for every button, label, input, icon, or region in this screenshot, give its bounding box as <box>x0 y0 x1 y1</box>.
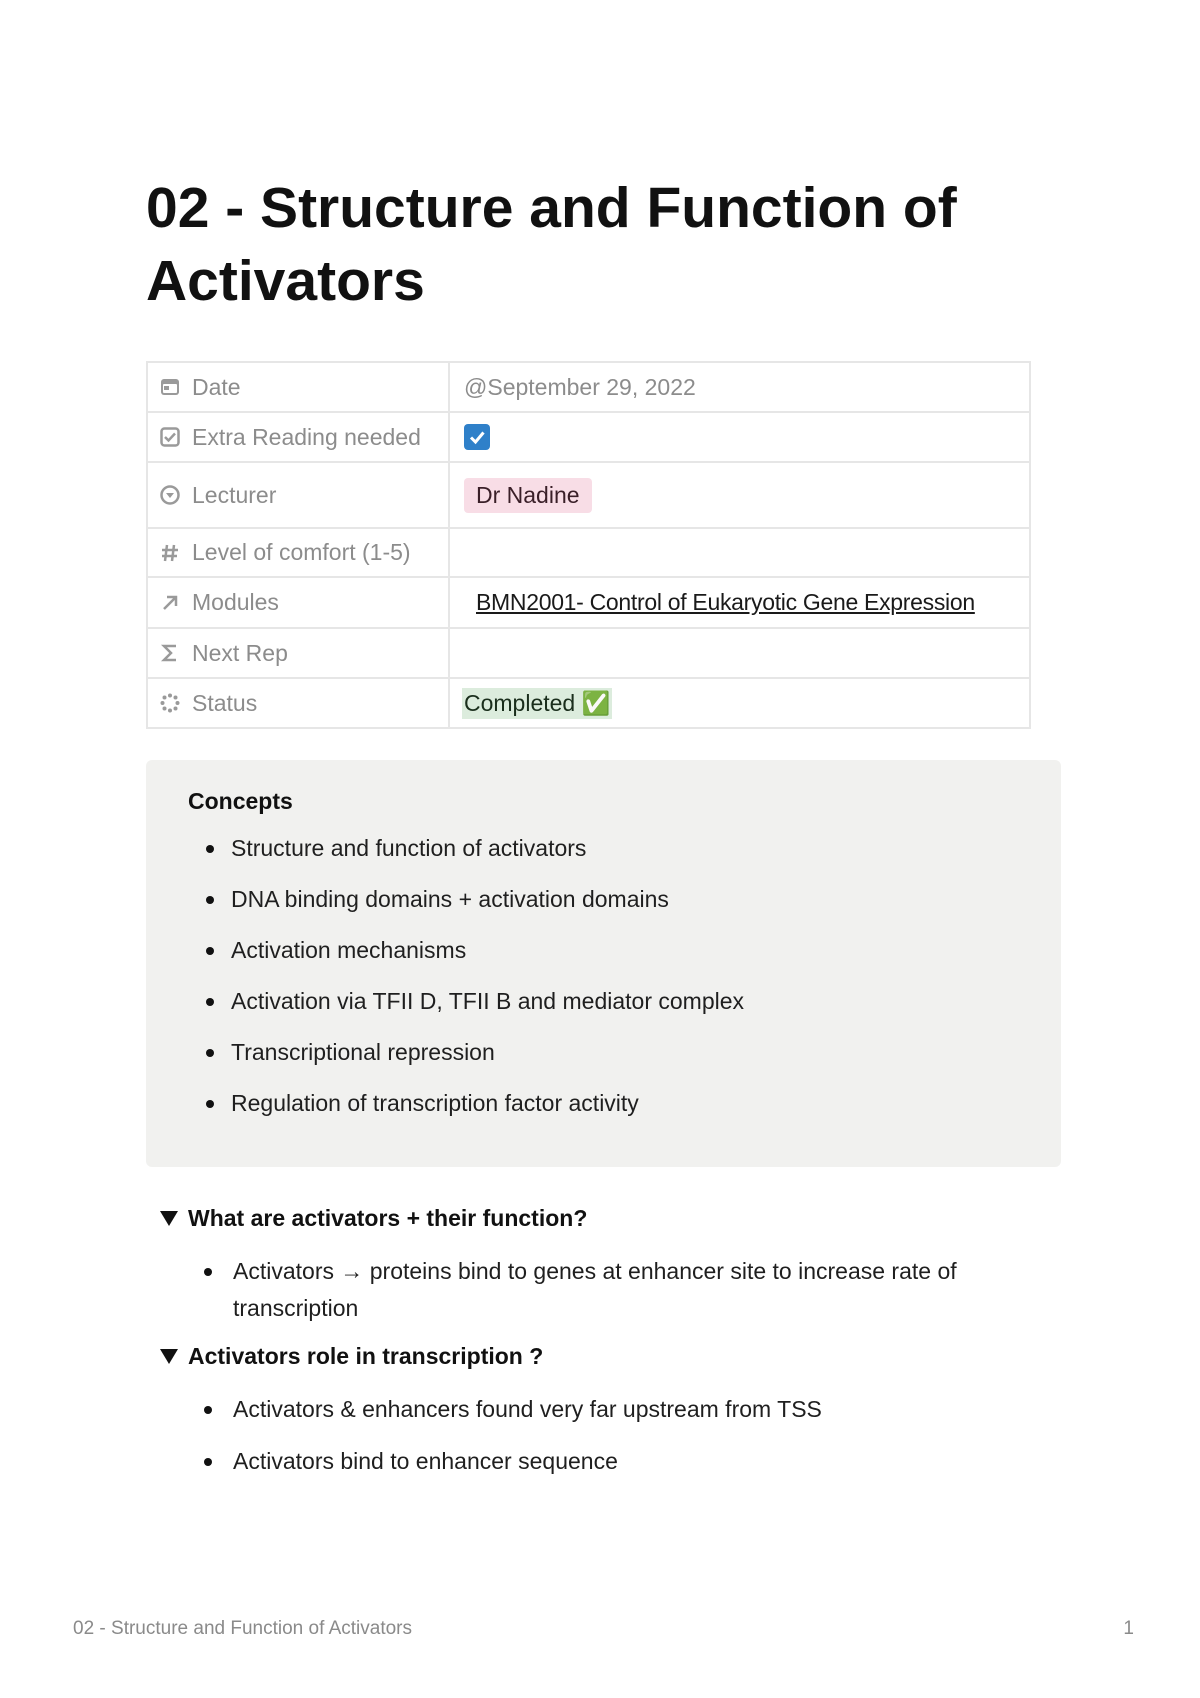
toggle-heading-text: Activators role in transcription ? <box>188 1342 544 1369</box>
callout-title: Concepts <box>188 788 293 814</box>
bullet-icon <box>206 998 214 1006</box>
list-item <box>188 986 744 1037</box>
list-item-text: Activators → proteins bind to genes at enhancer site to increase rate of transcription <box>233 1258 957 1321</box>
list-item <box>188 1037 744 1088</box>
toggle-triangle-icon[interactable] <box>160 1349 178 1364</box>
toggle-heading-text: What are activators + their function? <box>188 1204 588 1231</box>
property-row-extra-reading <box>147 412 1030 462</box>
toggle-block-activators-role <box>160 1341 1040 1495</box>
property-row-modules <box>147 577 1030 628</box>
bullet-icon <box>206 1049 214 1057</box>
page-title: 02 - Structure and Function of Activators <box>146 176 957 313</box>
bullet-icon <box>204 1458 212 1466</box>
list-item <box>188 833 744 884</box>
bullet-icon <box>206 947 214 955</box>
footer-title: 02 - Structure and Function of Activators <box>73 1618 413 1639</box>
list-item <box>188 1443 1040 1480</box>
toggle-block-activators-function <box>160 1203 1040 1342</box>
property-label: Extra Reading needed <box>192 423 421 450</box>
toggle-heading[interactable] <box>160 1203 1040 1233</box>
extra-reading-checkbox[interactable] <box>464 424 490 450</box>
property-label: Lecturer <box>192 481 277 508</box>
property-row-date <box>147 362 1030 412</box>
property-row-status <box>147 678 1030 728</box>
number-icon <box>160 543 180 563</box>
property-row-next-rep <box>147 628 1030 678</box>
list-item <box>188 1391 1040 1428</box>
checkbox-icon <box>160 427 180 447</box>
list-item-text: Structure and function of activators <box>231 835 587 861</box>
toggle-triangle-icon[interactable] <box>160 1211 178 1226</box>
status-value[interactable]: Completed ✅ <box>462 688 612 719</box>
bullet-icon <box>204 1268 212 1276</box>
module-link[interactable]: BMN2001- Control of Eukaryotic Gene Expression <box>476 589 975 615</box>
property-label: Next Rep <box>192 639 288 666</box>
relation-arrow-icon <box>160 593 180 613</box>
select-icon <box>160 485 180 505</box>
list-item-text: Transcriptional repression <box>231 1039 495 1065</box>
list-item <box>188 884 744 935</box>
list-item-text: Regulation of transcription factor activity <box>231 1090 639 1116</box>
toggle-list <box>188 1391 1040 1480</box>
property-label: Status <box>192 689 258 716</box>
concepts-callout <box>146 760 1061 1167</box>
list-item <box>188 1253 1040 1327</box>
list-item-text: Activation mechanisms <box>231 937 467 963</box>
toggle-list <box>188 1253 1040 1327</box>
date-value[interactable]: @September 29, 2022 <box>464 373 696 400</box>
property-label: Level of comfort (1-5) <box>192 539 411 565</box>
status-spinner-icon <box>160 693 180 713</box>
calendar-icon <box>160 377 180 397</box>
properties-table <box>146 361 1031 729</box>
toggle-heading[interactable] <box>160 1341 1040 1371</box>
page-number: 1 <box>1123 1618 1134 1639</box>
bullet-icon <box>204 1406 212 1414</box>
list-item-text: Activation via TFII D, TFII B and mediator complex <box>231 988 745 1014</box>
property-label: Modules <box>192 589 279 615</box>
list-item-text: Activators & enhancers found very far upstream from TSS <box>233 1396 822 1422</box>
bullet-icon <box>206 845 214 853</box>
bullet-icon <box>206 896 214 904</box>
property-row-level-of-comfort <box>147 528 1030 577</box>
bullet-icon <box>206 1100 214 1108</box>
lecturer-tag[interactable]: Dr Nadine <box>464 478 592 513</box>
list-item <box>188 935 744 986</box>
property-row-lecturer <box>147 462 1030 528</box>
list-item <box>188 1088 744 1139</box>
concepts-list <box>188 833 744 1139</box>
list-item-text: Activators bind to enhancer sequence <box>233 1448 618 1474</box>
property-label: Date <box>192 373 241 400</box>
list-item-text: DNA binding domains + activation domains <box>231 886 669 912</box>
formula-sigma-icon <box>160 643 180 663</box>
